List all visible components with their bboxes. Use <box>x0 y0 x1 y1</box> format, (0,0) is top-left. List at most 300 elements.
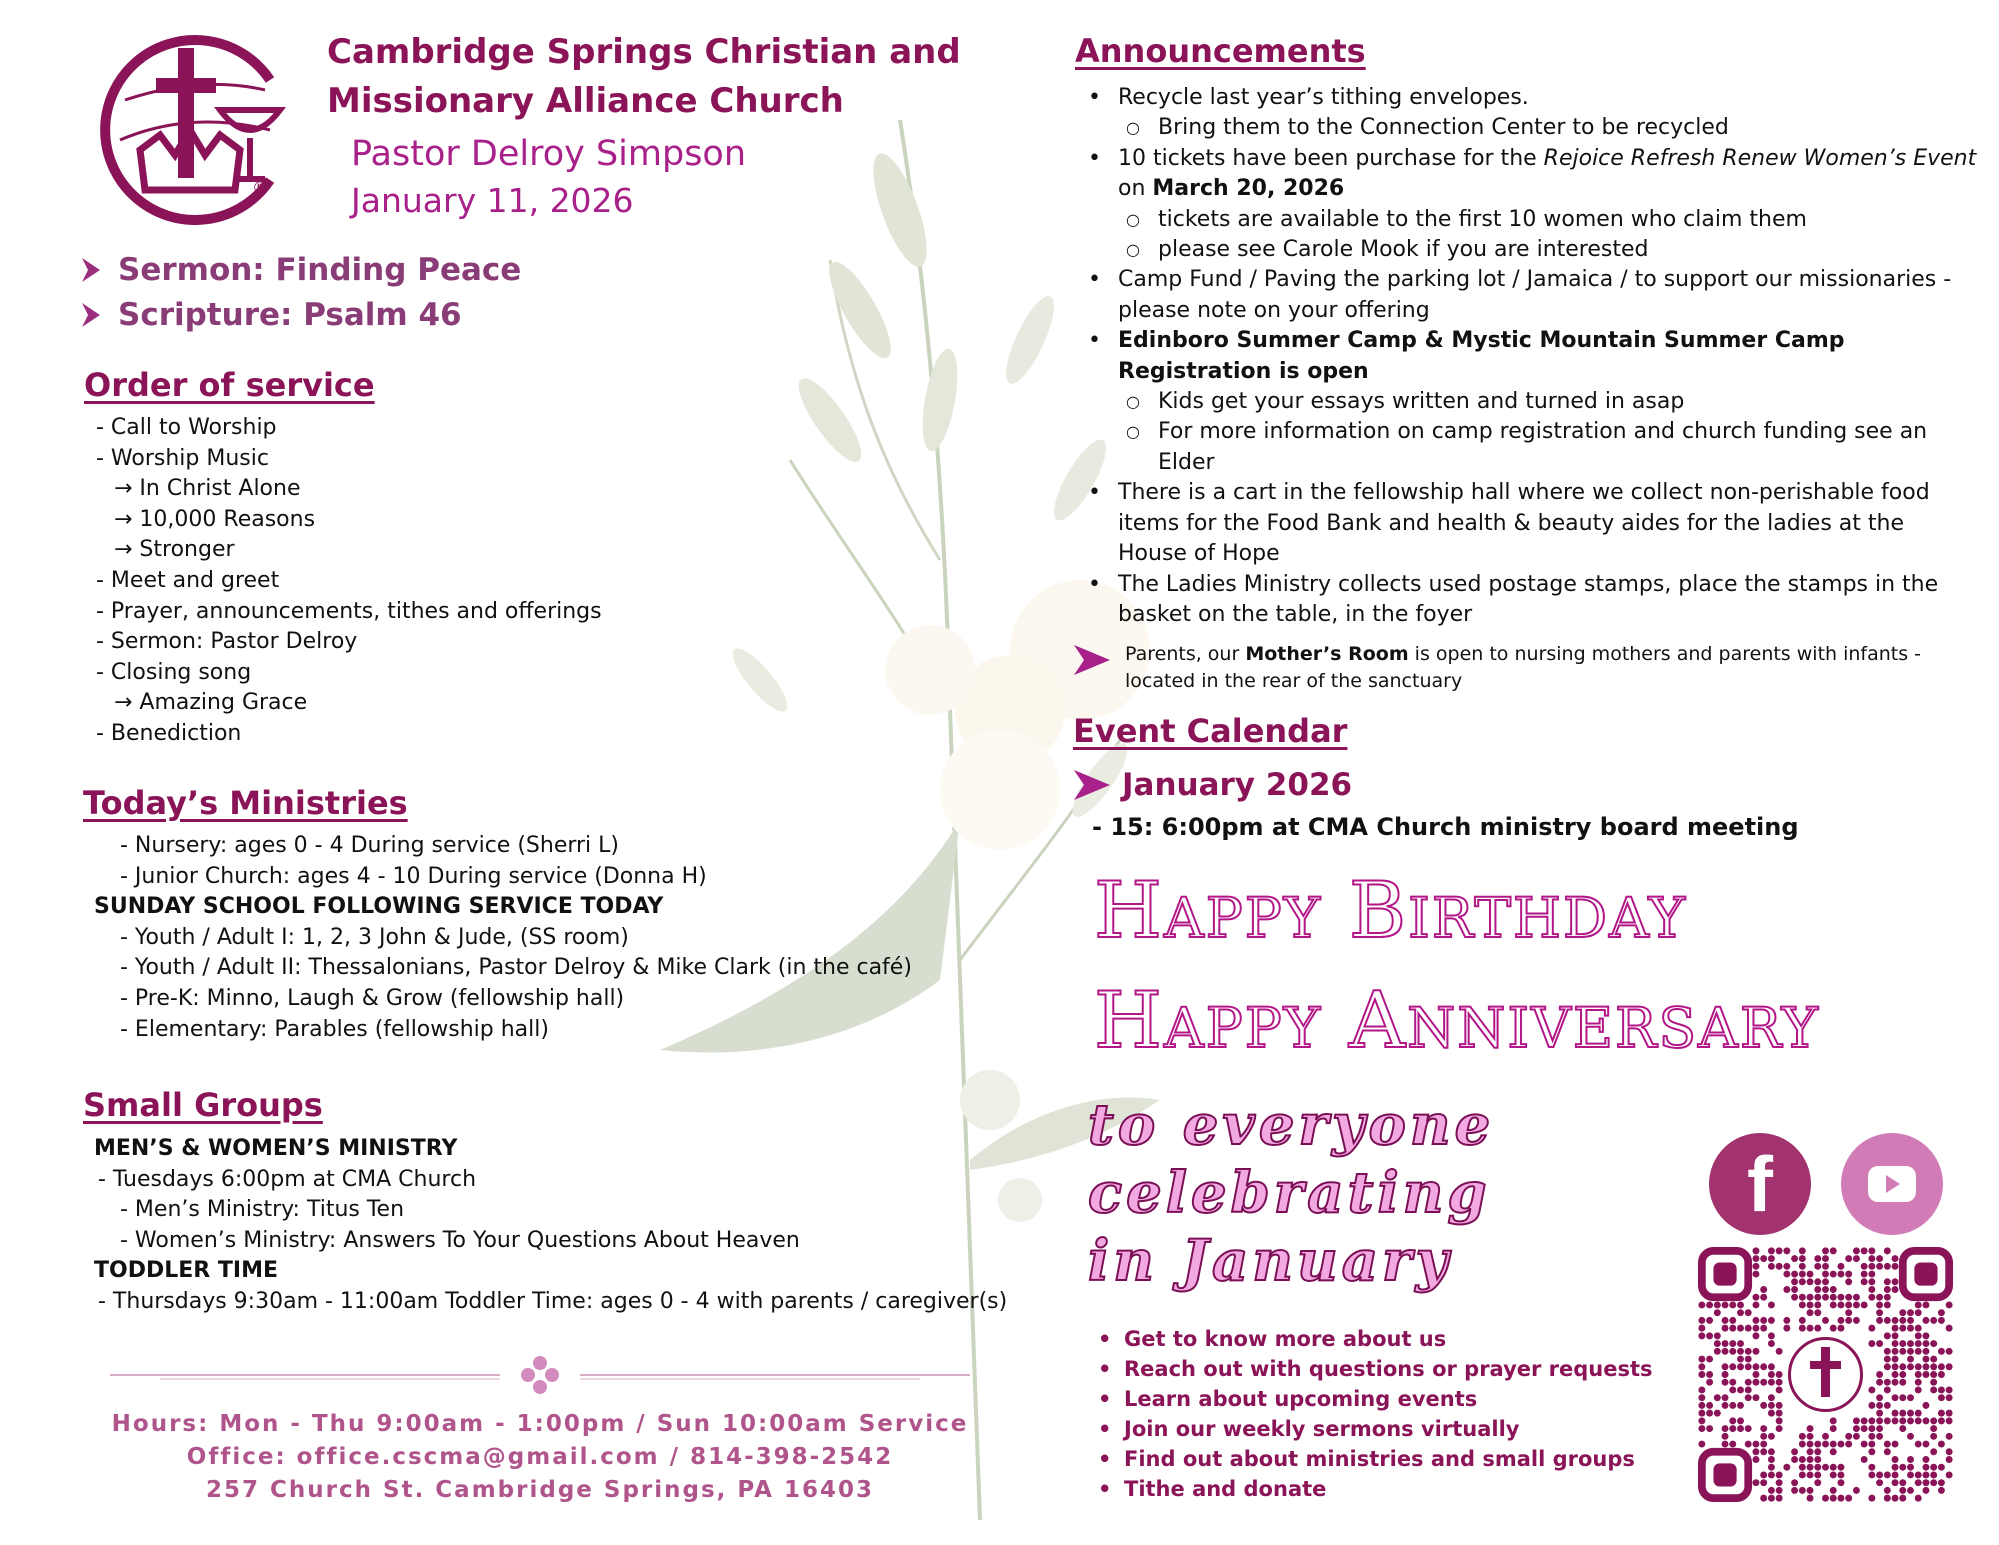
sermon-title: Sermon: Finding Peace <box>118 252 522 288</box>
qr-dot <box>1799 1441 1806 1448</box>
qr-dot <box>1706 1332 1713 1339</box>
qr-dot <box>1768 1301 1775 1308</box>
qr-dot <box>1907 1394 1914 1401</box>
qr-dot <box>1853 1417 1860 1424</box>
qr-dot <box>1930 1317 1937 1324</box>
qr-dot <box>1884 1495 1891 1502</box>
qr-dot <box>1745 1325 1752 1332</box>
qr-dot <box>1729 1348 1736 1355</box>
happy-anniversary: Happy Anniversary <box>1094 976 1820 1066</box>
qr-dot <box>1729 1340 1736 1347</box>
qr-dot <box>1892 1325 1899 1332</box>
qr-dot <box>1938 1386 1945 1393</box>
qr-dot <box>1722 1441 1729 1448</box>
qr-dot <box>1768 1317 1775 1324</box>
qr-dot <box>1760 1402 1767 1409</box>
youtube-button[interactable] <box>1841 1133 1943 1235</box>
qr-dot <box>1807 1325 1814 1332</box>
qr-dot <box>1768 1448 1775 1455</box>
qr-dot <box>1799 1247 1806 1254</box>
qr-dot <box>1722 1379 1729 1386</box>
calendar-month-row <box>1072 767 1352 803</box>
qr-dot <box>1938 1417 1945 1424</box>
qr-dot <box>1776 1379 1783 1386</box>
qr-dot <box>1760 1286 1767 1293</box>
qr-dot <box>1938 1441 1945 1448</box>
facebook-button[interactable] <box>1709 1133 1811 1235</box>
announcement-item <box>1078 144 1978 266</box>
qr-dot <box>1791 1294 1798 1301</box>
qr-dot <box>1706 1356 1713 1363</box>
qr-dot <box>1814 1309 1821 1316</box>
qr-dot <box>1791 1479 1798 1486</box>
qr-dot <box>1814 1448 1821 1455</box>
qr-dot <box>1791 1278 1798 1285</box>
qr-dot <box>1768 1433 1775 1440</box>
ministries-list <box>94 831 912 1045</box>
qr-dot <box>1768 1410 1775 1417</box>
qr-dot <box>1830 1425 1837 1432</box>
qr-dot <box>1930 1433 1937 1440</box>
qr-dot <box>1814 1294 1821 1301</box>
qr-dot <box>1922 1371 1929 1378</box>
qr-dot <box>1830 1294 1837 1301</box>
qr-dot <box>1938 1371 1945 1378</box>
qr-dot <box>1729 1425 1736 1432</box>
qr-dot <box>1698 1441 1705 1448</box>
qr-dot <box>1946 1417 1953 1424</box>
qr-dot <box>1922 1479 1929 1486</box>
qr-dot <box>1768 1456 1775 1463</box>
qr-dot <box>1783 1286 1790 1293</box>
mothers-text: is open to nursing mothers and parents with infants - located in the rear of the sanctuary <box>1125 643 1922 692</box>
arrow-icon <box>1072 768 1112 802</box>
qr-dot <box>1868 1325 1875 1332</box>
qr-dot <box>1922 1441 1929 1448</box>
qr-dot <box>1799 1456 1806 1463</box>
event-name: Rejoice Refresh Renew Women’s Event <box>1543 145 1977 171</box>
qr-dot <box>1876 1417 1883 1424</box>
office-contact[interactable]: Office: office.cscma@gmail.com / 814-398-2542 <box>186 1444 894 1470</box>
announcement-subitem: ○ please see Carole Mook if you are interested <box>1118 235 1978 265</box>
qr-dot <box>1752 1317 1759 1324</box>
qr-dot <box>1876 1255 1883 1262</box>
qr-dot <box>1892 1286 1899 1293</box>
qr-dot <box>1752 1479 1759 1486</box>
qr-dot <box>1915 1340 1922 1347</box>
qr-dot <box>1915 1379 1922 1386</box>
qr-dot <box>1899 1379 1906 1386</box>
qr-dot <box>1799 1263 1806 1270</box>
office-hours: Hours: Mon - Thu 9:00am - 1:00pm / Sun 10:00am Service <box>111 1411 969 1437</box>
order-of-service-list <box>96 413 602 750</box>
qr-dot <box>1876 1301 1883 1308</box>
qr-dot <box>1845 1294 1852 1301</box>
qr-dot <box>1915 1495 1922 1502</box>
qr-dot <box>1922 1487 1929 1494</box>
qr-dot <box>1907 1433 1914 1440</box>
event-date: March 20, 2026 <box>1152 176 1345 202</box>
small-groups-heading: Small Groups <box>83 1086 323 1124</box>
qr-dot <box>1930 1417 1937 1424</box>
qr-dot <box>1899 1410 1906 1417</box>
qr-dot <box>1760 1379 1767 1386</box>
qr-dot <box>1915 1301 1922 1308</box>
qr-dot <box>1853 1487 1860 1494</box>
qr-dot <box>1907 1325 1914 1332</box>
qr-dot <box>1830 1325 1837 1332</box>
qr-dot <box>1915 1471 1922 1478</box>
qr-dot <box>1938 1479 1945 1486</box>
qr-dot <box>1814 1325 1821 1332</box>
qr-dot <box>1745 1425 1752 1432</box>
qr-dot <box>1861 1263 1868 1270</box>
qr-dot <box>1946 1386 1953 1393</box>
group-heading: TODDLER TIME <box>94 1258 278 1284</box>
qr-dot <box>1722 1325 1729 1332</box>
greeting-line: in January <box>1088 1228 1453 1294</box>
qr-dot <box>1722 1425 1729 1432</box>
qr-dot <box>1892 1410 1899 1417</box>
qr-dot <box>1807 1301 1814 1308</box>
qr-dot <box>1892 1471 1899 1478</box>
qr-dot <box>1876 1402 1883 1409</box>
qr-dot <box>1946 1471 1953 1478</box>
announcement-item: • Camp Fund / Paving the parking lot / Jamaica / to support our missionaries - please note on your offering <box>1078 265 1998 326</box>
qr-dot <box>1799 1271 1806 1278</box>
qr-dot <box>1938 1309 1945 1316</box>
qr-dot <box>1722 1340 1729 1347</box>
qr-dot <box>1876 1309 1883 1316</box>
announcement-text: Recycle last year’s tithing envelopes. <box>1118 85 1529 110</box>
qr-dot <box>1752 1301 1759 1308</box>
qr-dot <box>1714 1332 1721 1339</box>
qr-dot <box>1946 1410 1953 1417</box>
qr-dot <box>1884 1487 1891 1494</box>
qr-dot <box>1814 1301 1821 1308</box>
qr-dot <box>1698 1332 1705 1339</box>
qr-dot <box>1799 1325 1806 1332</box>
qr-dot <box>1722 1317 1729 1324</box>
announcement-item <box>1078 326 1998 478</box>
qr-dot <box>1768 1487 1775 1494</box>
qr-dot <box>1706 1379 1713 1386</box>
mothers-room-label: Mother’s Room <box>1245 643 1409 665</box>
qr-dot <box>1822 1286 1829 1293</box>
qr-dot <box>1745 1386 1752 1393</box>
qr-dot <box>1907 1471 1914 1478</box>
qr-dot <box>1884 1301 1891 1308</box>
calendar-event: - 15: 6:00pm at CMA Church ministry board meeting <box>1092 813 1799 841</box>
qr-dot <box>1922 1340 1929 1347</box>
qr-dot <box>1845 1495 1852 1502</box>
qr-dot <box>1729 1441 1736 1448</box>
qr-dot <box>1892 1371 1899 1378</box>
qr-dot <box>1892 1495 1899 1502</box>
qr-dot <box>1899 1479 1906 1486</box>
qr-dot <box>1776 1471 1783 1478</box>
calendar-month: January 2026 <box>1122 767 1353 803</box>
service-subitem: → Stronger <box>114 537 235 563</box>
qr-dot <box>1922 1402 1929 1409</box>
qr-dot <box>1768 1495 1775 1502</box>
qr-dot <box>1837 1294 1844 1301</box>
qr-dot <box>1814 1464 1821 1471</box>
qr-dot <box>1768 1402 1775 1409</box>
qr-dot <box>1868 1433 1875 1440</box>
happy-birthday: Happy Birthday <box>1094 866 1687 956</box>
qr-dot <box>1892 1340 1899 1347</box>
qr-dot <box>1892 1255 1899 1262</box>
qr-dot <box>1737 1356 1744 1363</box>
qr-dot <box>1899 1371 1906 1378</box>
qr-dot <box>1892 1417 1899 1424</box>
qr-dot <box>1822 1464 1829 1471</box>
qr-dot <box>1745 1379 1752 1386</box>
qr-dot <box>1760 1471 1767 1478</box>
qr-dot <box>1938 1394 1945 1401</box>
qr-dot <box>1938 1410 1945 1417</box>
group-item: - Women’s Ministry: Answers To Your Questions About Heaven <box>120 1227 800 1253</box>
qr-dot <box>1737 1425 1744 1432</box>
qr-dot <box>1907 1456 1914 1463</box>
qr-dot <box>1799 1464 1806 1471</box>
qr-dot <box>1760 1363 1767 1370</box>
qr-dot <box>1760 1495 1767 1502</box>
service-item: - Benediction <box>96 720 242 746</box>
service-subitem: → Amazing Grace <box>114 690 308 716</box>
qr-dot <box>1884 1278 1891 1285</box>
qr-dot <box>1922 1317 1929 1324</box>
qr-dot <box>1868 1263 1875 1270</box>
qr-dot <box>1822 1255 1829 1262</box>
facebook-icon: f <box>1747 1140 1773 1228</box>
qr-dot <box>1930 1479 1937 1486</box>
qr-dot <box>1760 1448 1767 1455</box>
ministry-item: - Pre-K: Minno, Laugh & Grow (fellowship hall) <box>120 985 625 1011</box>
qr-dot <box>1752 1271 1759 1278</box>
qr-dot <box>1907 1356 1914 1363</box>
qr-dot <box>1814 1255 1821 1262</box>
qr-dot <box>1760 1255 1767 1262</box>
sunday-school-heading: SUNDAY SCHOOL FOLLOWING SERVICE TODAY <box>94 894 664 920</box>
qr-dot <box>1899 1325 1906 1332</box>
qr-dot <box>1814 1441 1821 1448</box>
qr-dot <box>1776 1417 1783 1424</box>
qr-dot <box>1861 1425 1868 1432</box>
qr-dot <box>1776 1479 1783 1486</box>
event-calendar-heading: Event Calendar <box>1073 712 1348 750</box>
qr-dot <box>1776 1425 1783 1432</box>
qr-dot <box>1776 1371 1783 1378</box>
qr-dot <box>1830 1464 1837 1471</box>
sermon-row <box>80 252 521 288</box>
qr-dot <box>1868 1448 1875 1455</box>
qr-dot <box>1884 1448 1891 1455</box>
qr-dot <box>1876 1340 1883 1347</box>
qr-dot <box>1868 1495 1875 1502</box>
qr-dot <box>1791 1456 1798 1463</box>
qr-dot <box>1884 1363 1891 1370</box>
qr-dot <box>1907 1410 1914 1417</box>
qr-dot <box>1868 1255 1875 1262</box>
qr-dot <box>1861 1441 1868 1448</box>
service-item: - Sermon: Pastor Delroy <box>96 629 358 655</box>
qr-dot <box>1868 1471 1875 1478</box>
qr-dot <box>1876 1433 1883 1440</box>
qr-dot <box>1814 1471 1821 1478</box>
qr-dot <box>1845 1317 1852 1324</box>
qr-dot <box>1822 1433 1829 1440</box>
qr-finder-center <box>1914 1262 1937 1285</box>
qr-dot <box>1938 1348 1945 1355</box>
qr-dot <box>1845 1309 1852 1316</box>
qr-dot <box>1768 1255 1775 1262</box>
church-name-line2: Missionary Alliance Church <box>327 81 844 121</box>
qr-dot <box>1884 1332 1891 1339</box>
qr-dot <box>1830 1487 1837 1494</box>
qr-dot <box>1706 1402 1713 1409</box>
qr-dot <box>1737 1417 1744 1424</box>
qr-dot <box>1915 1386 1922 1393</box>
qr-dot <box>1876 1425 1883 1432</box>
qr-dot <box>1714 1394 1721 1401</box>
qr-dot <box>1822 1441 1829 1448</box>
announcements-list <box>1078 83 1978 630</box>
qr-dot <box>1946 1456 1953 1463</box>
qr-dot <box>1868 1441 1875 1448</box>
qr-dot <box>1706 1371 1713 1378</box>
qr-dot <box>1830 1448 1837 1455</box>
qr-dot <box>1907 1348 1914 1355</box>
qr-dot <box>1799 1317 1806 1324</box>
qr-dot <box>1830 1495 1837 1502</box>
qr-dot <box>1752 1379 1759 1386</box>
qr-dot <box>1899 1495 1906 1502</box>
qr-dot <box>1706 1301 1713 1308</box>
qr-dot <box>1876 1371 1883 1378</box>
qr-dot <box>1884 1317 1891 1324</box>
qr-dot <box>1752 1247 1759 1254</box>
qr-dot <box>1899 1363 1906 1370</box>
qr-dot <box>1884 1263 1891 1270</box>
qr-dot <box>1799 1433 1806 1440</box>
qr-dot <box>1737 1386 1744 1393</box>
qr-dot <box>1922 1417 1929 1424</box>
ministry-item: - Youth / Adult II: Thessalonians, Pastor Delroy & Mike Clark (in the café) <box>120 955 912 981</box>
qr-dot <box>1722 1301 1729 1308</box>
qr-dot <box>1776 1247 1783 1254</box>
arrow-icon <box>1072 643 1112 677</box>
qr-dot <box>1783 1247 1790 1254</box>
ministries-heading: Today’s Ministries <box>83 784 408 822</box>
qr-dot <box>1907 1363 1914 1370</box>
qr-dot <box>1822 1278 1829 1285</box>
qr-dot <box>1845 1271 1852 1278</box>
qr-dot <box>1745 1441 1752 1448</box>
qr-dot <box>1698 1402 1705 1409</box>
qr-dot <box>1807 1487 1814 1494</box>
qr-dot <box>1868 1425 1875 1432</box>
qr-dot <box>1807 1448 1814 1455</box>
qr-dot <box>1884 1356 1891 1363</box>
qr-dot <box>1807 1425 1814 1432</box>
qr-dot <box>1752 1348 1759 1355</box>
qr-dot <box>1884 1441 1891 1448</box>
qr-dot <box>1698 1317 1705 1324</box>
qr-dot <box>1922 1363 1929 1370</box>
qr-dot <box>1729 1317 1736 1324</box>
qr-dot <box>1922 1471 1929 1478</box>
qr-dot <box>1868 1278 1875 1285</box>
qr-dot <box>1946 1394 1953 1401</box>
qr-dot <box>1760 1433 1767 1440</box>
qr-dot <box>1930 1379 1937 1386</box>
qr-code[interactable] <box>1698 1247 1953 1502</box>
qr-dot <box>1915 1348 1922 1355</box>
qr-dot <box>1853 1294 1860 1301</box>
qr-dot <box>1876 1263 1883 1270</box>
qr-dot <box>1837 1301 1844 1308</box>
announcement-text: Edinboro Summer Camp & Mystic Mountain Summer Camp Registration is open <box>1118 328 1845 384</box>
announcement-item: • There is a cart in the fellowship hall where we collect non-perishable food items for the Food Bank and health & beauty aides for the ladies at the House of Hope <box>1078 478 1978 569</box>
qr-dot <box>1884 1417 1891 1424</box>
qr-dot <box>1807 1456 1814 1463</box>
qr-dot <box>1837 1471 1844 1478</box>
mothers-room-note <box>1072 641 1952 695</box>
qr-dot <box>1830 1471 1837 1478</box>
qr-dot <box>1899 1309 1906 1316</box>
order-of-service-heading: Order of service <box>84 366 375 404</box>
footer-contact <box>100 1408 980 1507</box>
qr-dot <box>1892 1263 1899 1270</box>
qr-dot <box>1853 1247 1860 1254</box>
qr-dot <box>1946 1363 1953 1370</box>
service-subitem: → In Christ Alone <box>114 476 301 502</box>
qr-dot <box>1884 1386 1891 1393</box>
qr-dot <box>1837 1271 1844 1278</box>
qr-dot <box>1861 1247 1868 1254</box>
qr-dot <box>1930 1363 1937 1370</box>
qr-dot <box>1845 1433 1852 1440</box>
qr-dot <box>1698 1301 1705 1308</box>
qr-dot <box>1714 1301 1721 1308</box>
qr-dot <box>1760 1317 1767 1324</box>
qr-dot <box>1868 1340 1875 1347</box>
qr-dot <box>1807 1271 1814 1278</box>
qr-dot <box>1907 1487 1914 1494</box>
qr-dot <box>1884 1402 1891 1409</box>
qr-dot <box>1822 1271 1829 1278</box>
qr-finder-center <box>1713 1463 1736 1486</box>
qr-dot <box>1768 1464 1775 1471</box>
qr-dot <box>1807 1294 1814 1301</box>
group-heading: MEN’S & WOMEN’S MINISTRY <box>94 1136 458 1161</box>
group-item: - Thursdays 9:30am - 11:00am Toddler Time: ages 0 - 4 with parents / caregiver(s) <box>98 1288 1008 1314</box>
qr-dot <box>1845 1301 1852 1308</box>
qr-dot <box>1799 1278 1806 1285</box>
qr-dot <box>1745 1394 1752 1401</box>
qr-dot <box>1799 1255 1806 1262</box>
qr-dot <box>1791 1487 1798 1494</box>
qr-dot <box>1915 1410 1922 1417</box>
qr-dot <box>1861 1271 1868 1278</box>
ministry-item: - Elementary: Parables (fellowship hall) <box>120 1016 549 1042</box>
qr-dot <box>1922 1348 1929 1355</box>
qr-dot <box>1807 1471 1814 1478</box>
service-item: - Closing song <box>96 659 252 685</box>
qr-dot <box>1837 1464 1844 1471</box>
